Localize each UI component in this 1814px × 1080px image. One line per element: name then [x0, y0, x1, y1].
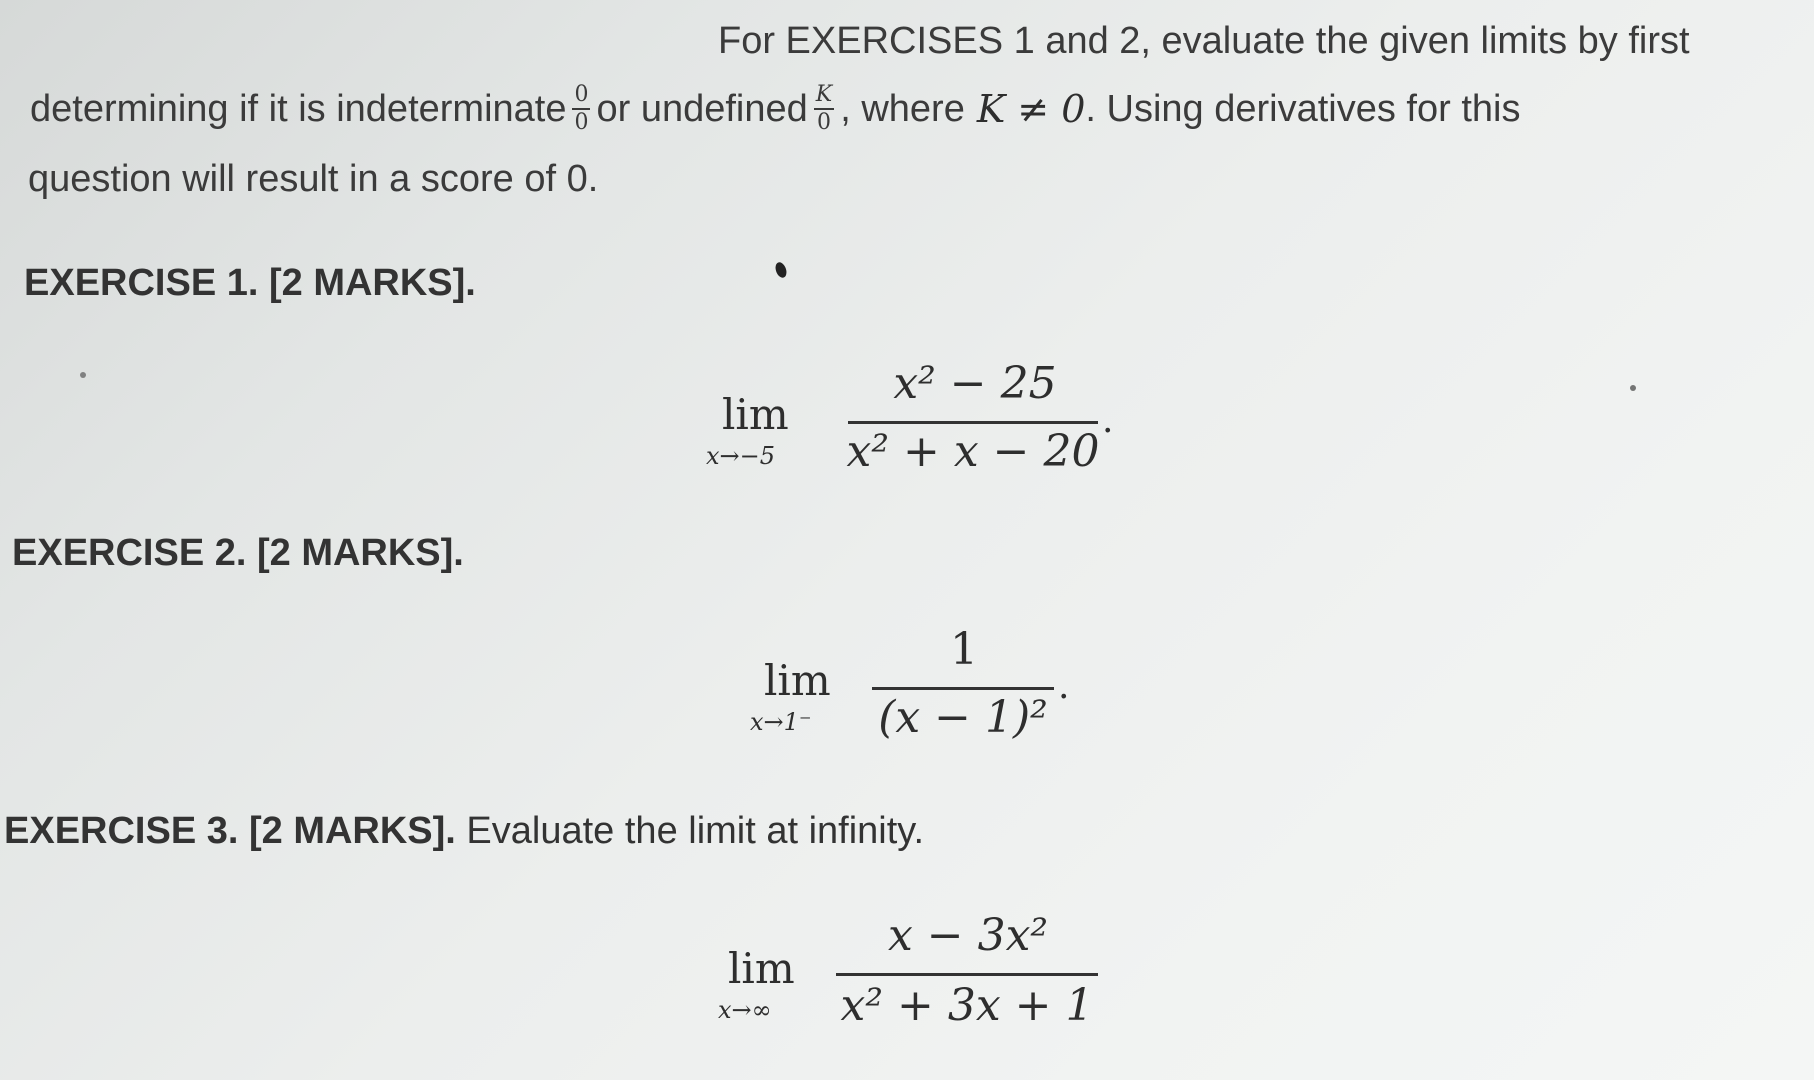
lim-operator: lim [764, 656, 831, 705]
lim-subscript: x→∞ [718, 996, 772, 1024]
fraction-numerator: 0 [572, 84, 590, 110]
fraction-numerator: K [814, 84, 834, 110]
lim-subscript: x→−5 [706, 442, 776, 470]
exercise-2-heading: EXERCISE 2. [2 MARKS]. [12, 532, 464, 574]
fraction-denominator: 0 [817, 110, 831, 135]
fraction-bar [836, 973, 1098, 976]
exercise-1-heading: EXERCISE 1. [2 MARKS]. [24, 262, 476, 304]
intro-line-3: question will result in a score of 0. [28, 158, 599, 200]
intro-line-2 [30, 84, 1520, 134]
intro-line-2-mid: or undefined [596, 88, 808, 130]
exercise-3-instruction: Evaluate the limit at infinity. [455, 810, 925, 852]
condition-k-not-zero: K ≠ 0 [976, 87, 1086, 131]
fraction-numerator: x − 3x² [887, 910, 1049, 961]
lim-subscript: x→1⁻ [750, 708, 812, 736]
lim-operator: lim [728, 944, 795, 993]
fraction-numerator: 1 [950, 624, 978, 675]
fraction-zero-over-zero [572, 84, 590, 134]
fraction-denominator: x² + 3x + 1 [840, 980, 1094, 1031]
period: . [1102, 400, 1114, 441]
exercise-3-heading [4, 810, 924, 853]
fraction-bar [872, 687, 1054, 690]
fraction-denominator: x² + x − 20 [846, 426, 1100, 477]
fraction-k-over-zero [814, 84, 834, 134]
fraction-denominator: (x − 1)² [878, 692, 1048, 743]
fraction-numerator: x² − 25 [893, 358, 1057, 409]
fraction-denominator: 0 [574, 110, 589, 135]
stray-dot [80, 372, 86, 378]
intro-where: , where [840, 88, 965, 130]
intro-line-2-end: . Using derivatives for this [1085, 88, 1521, 130]
intro-line-1: For EXERCISES 1 and 2, evaluate the given limits by first [718, 20, 1690, 62]
stray-dot [1630, 385, 1636, 391]
fraction-bar [848, 421, 1098, 424]
lim-operator: lim [722, 390, 789, 439]
intro-line-2-start: determining if it is indeterminate [30, 88, 567, 130]
stray-mark [774, 261, 789, 279]
period: . [1058, 666, 1070, 707]
exercise-3-heading-label: EXERCISE 3. [2 MARKS]. [4, 810, 456, 852]
